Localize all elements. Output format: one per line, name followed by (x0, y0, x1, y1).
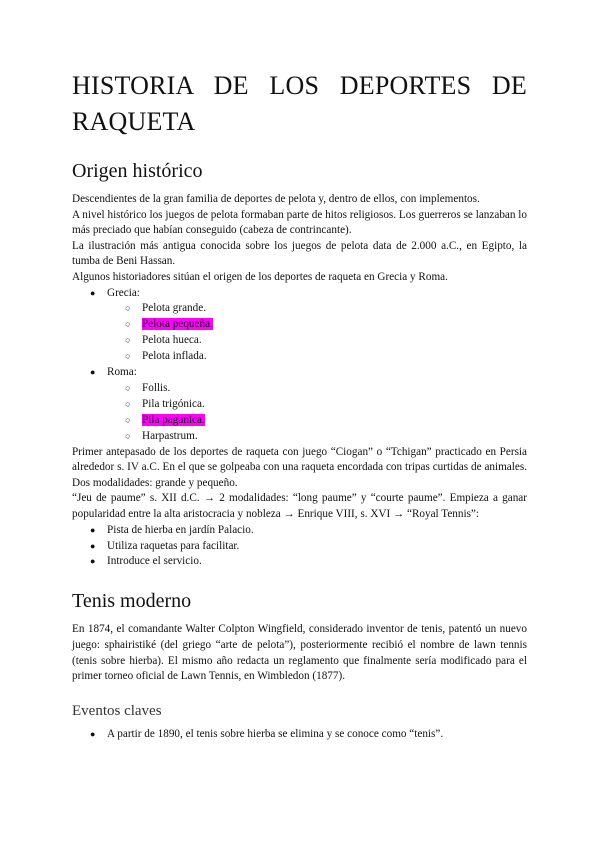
list-item (107, 317, 527, 333)
highlighted-text: Pila paganica. (142, 413, 205, 426)
list-item: ● Introduce el servicio. (72, 554, 527, 570)
grecia-sublist (107, 301, 527, 365)
circle-bullet-icon: ○ (125, 319, 131, 330)
eventos-list (72, 727, 527, 743)
list-item-label: Grecia: (107, 286, 140, 299)
circle-bullet-icon: ○ (125, 383, 131, 393)
paragraph: En 1874, el comandante Walter Colpton Wingfield, considerado inventor de tenis, patentó un nuevo juego: sphairistiké (del griego “arte de pelota”), posteriormente recibió el nombre de lawn tennis (tenis sobre hierba). El mismo año redacta un reglamento que finalmente sería modificado para el primer torneo oficial de Lawn Tennis, en Wimbledon (1877). (72, 623, 527, 683)
circle-bullet-icon: ○ (125, 303, 131, 314)
list-item: ○ Pelota hueca. (107, 333, 527, 349)
paragraph: “Jeu de paume” s. XII d.C. → 2 modalidades: “long paume” y “courte paume”. Empieza a ganar popularidad entre la alta aristocracia y nobleza → Enrique VIII, s. XVI → “Royal Tennis”: (72, 492, 527, 520)
paragraph: Descendientes de la gran familia de deportes de pelota y, dentro de ellos, con implementos. (72, 193, 480, 205)
circle-bullet-icon: ○ (125, 414, 131, 425)
list-item-roma (72, 365, 527, 445)
paragraph: Algunos historiadores sitúan el origen de los deportes de raqueta en Grecia y Roma. (72, 270, 448, 283)
bullet-icon: ● (90, 556, 96, 567)
bullet-icon: ● (90, 540, 96, 551)
paragraph: A nivel histórico los juegos de pelota formaban parte de hitos religiosos. Los guerreros se lanzaban lo más preciado que habían conseguido (cabeza de contrincante). (72, 208, 527, 237)
list-item: ● Pista de hierba en jardín Palacio. (72, 523, 527, 539)
list-item: ○ Pelota inflada. (107, 349, 527, 365)
circle-bullet-icon: ○ (125, 430, 131, 441)
bullet-icon: ● (90, 367, 96, 378)
civilizations-list (72, 286, 527, 445)
list-item-grecia (72, 286, 527, 366)
section-heading-eventos: Eventos claves (72, 702, 162, 719)
list-item: ● A partir de 1890, el tenis sobre hierba se elimina y se conoce como “tenis”. (72, 727, 527, 743)
circle-bullet-icon: ○ (125, 335, 131, 346)
list-item: ○ Follis. (107, 381, 527, 397)
document-title: HISTORIA DE LOS DEPORTES DE RAQUETA (72, 71, 527, 136)
list-item: ○ Harpastrum. (107, 429, 527, 445)
list-item: ○ Pila trigónica. (107, 397, 527, 413)
document-page (72, 68, 527, 743)
bullet-icon: ● (90, 728, 96, 739)
list-item: ○ Pelota grande. (107, 301, 527, 317)
section-heading-tenis-moderno: Tenis moderno (72, 590, 192, 613)
list-item: ● Utiliza raquetas para facilitar. (72, 539, 527, 555)
royal-tennis-list (72, 523, 527, 571)
highlighted-text: Pelota pequeña. (142, 318, 213, 331)
circle-bullet-icon: ○ (125, 351, 131, 362)
section-heading-origen: Origen histórico (72, 160, 203, 182)
bullet-icon: ● (90, 524, 96, 535)
paragraph: La ilustración más antigua conocida sobre los juegos de pelota data de 2.000 a.C., en Egipto, la tumba de Beni Hassan. (72, 239, 527, 268)
list-item-label: Roma: (107, 366, 137, 379)
list-item (107, 413, 527, 429)
paragraph: Primer antepasado de los deportes de raqueta con juego “Ciogan” o “Tchigan” practicado en Persia alrededor s. IV a.C. En el que se golpeaba con una raqueta encordada con tripas curtidas de animales. Dos modalidades: grande y pequeño. (72, 445, 527, 489)
circle-bullet-icon: ○ (125, 398, 131, 409)
bullet-icon: ● (90, 287, 96, 298)
roma-sublist (107, 381, 527, 445)
